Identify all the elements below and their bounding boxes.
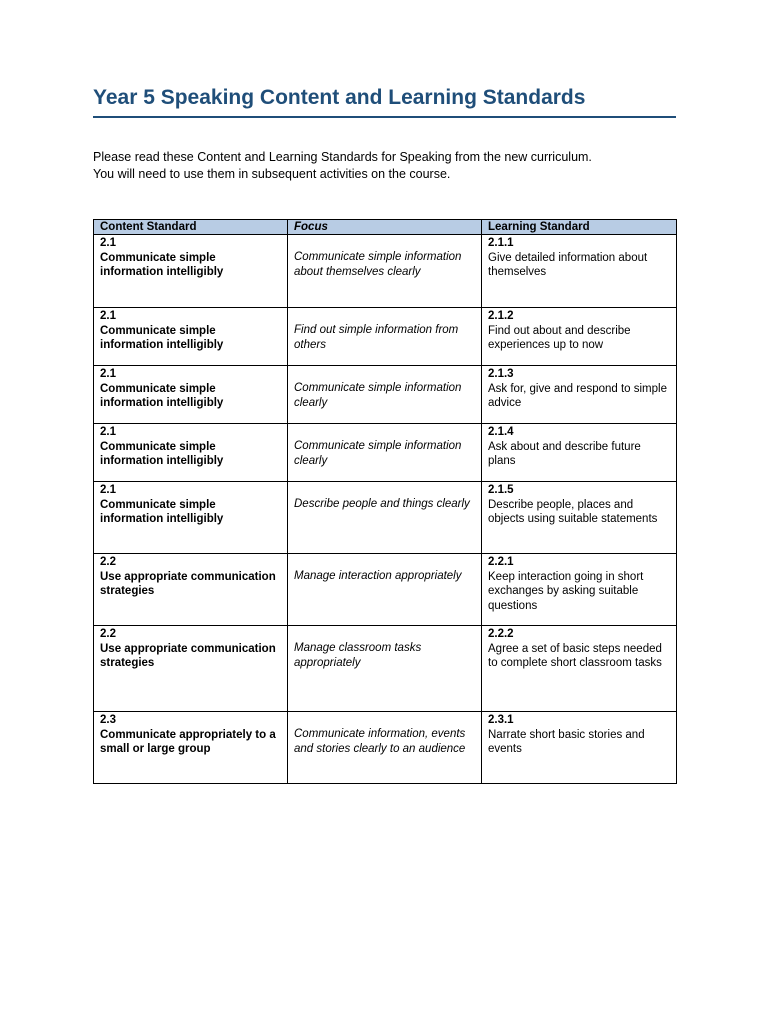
table-row — [94, 366, 677, 424]
content-standard-text: Communicate simple information intelligibly — [100, 498, 224, 525]
content-standard-code: 2.1 — [100, 237, 116, 249]
table-row — [94, 308, 677, 366]
learning-standard-text: Ask about and describe future plans — [488, 440, 641, 467]
header-content-standard: Content Standard — [94, 220, 288, 235]
content-standard-cell — [94, 712, 288, 784]
intro-paragraph — [93, 149, 676, 183]
table-row — [94, 482, 677, 554]
content-standard-code: 2.2 — [100, 628, 116, 640]
learning-standard-cell — [482, 235, 677, 308]
learning-standard-text: Keep interaction going in short exchanges by asking suitable questions — [488, 570, 644, 612]
focus-text: Communicate simple information clearly — [294, 440, 462, 467]
focus-cell — [288, 626, 482, 712]
focus-text: Communicate information, events and stories clearly to an audience — [294, 728, 466, 755]
learning-standard-text: Agree a set of basic steps needed to complete short classroom tasks — [488, 642, 662, 669]
content-standard-code: 2.1 — [100, 368, 116, 380]
learning-standard-code: 2.1.5 — [488, 484, 514, 496]
learning-standard-cell — [482, 366, 677, 424]
focus-cell — [288, 712, 482, 784]
focus-text: Describe people and things clearly — [294, 498, 470, 510]
content-standard-code: 2.3 — [100, 714, 116, 726]
content-standard-cell — [94, 424, 288, 482]
content-standard-code: 2.1 — [100, 310, 116, 322]
table-row — [94, 712, 677, 784]
content-standard-cell — [94, 554, 288, 626]
learning-standard-cell — [482, 482, 677, 554]
content-standard-text: Communicate appropriately to a small or large group — [100, 728, 276, 755]
content-standard-text: Communicate simple information intelligibly — [100, 440, 224, 467]
learning-standard-code: 2.2.2 — [488, 628, 514, 640]
focus-cell — [288, 235, 482, 308]
focus-text: Communicate simple information about themselves clearly — [294, 251, 462, 278]
header-learning-standard: Learning Standard — [482, 220, 677, 235]
learning-standard-text: Give detailed information about themselves — [488, 251, 648, 278]
focus-cell — [288, 366, 482, 424]
page-title: Year 5 Speaking Content and Learning Standards — [93, 86, 586, 109]
focus-text: Communicate simple information clearly — [294, 382, 462, 409]
table-row — [94, 626, 677, 712]
learning-standard-code: 2.1.1 — [488, 237, 514, 249]
learning-standard-text: Describe people, places and objects using suitable statements — [488, 498, 658, 525]
content-standard-cell — [94, 626, 288, 712]
content-standard-cell — [94, 482, 288, 554]
learning-standard-text: Find out about and describe experiences up to now — [488, 324, 631, 351]
header-focus: Focus — [288, 220, 482, 235]
table-row — [94, 235, 677, 308]
learning-standard-cell — [482, 712, 677, 784]
learning-standard-text: Ask for, give and respond to simple advice — [488, 382, 667, 409]
focus-text: Find out simple information from others — [294, 324, 459, 351]
table-row — [94, 424, 677, 482]
content-standard-code: 2.2 — [100, 556, 116, 568]
learning-standard-code: 2.2.1 — [488, 556, 514, 568]
learning-standard-cell — [482, 554, 677, 626]
focus-cell — [288, 424, 482, 482]
learning-standard-code: 2.3.1 — [488, 714, 514, 726]
content-standard-text: Use appropriate communication strategies — [100, 642, 276, 669]
learning-standard-code: 2.1.3 — [488, 368, 514, 380]
learning-standard-cell — [482, 308, 677, 366]
focus-cell — [288, 482, 482, 554]
standards-table — [93, 219, 677, 784]
title-underline — [93, 116, 676, 118]
content-standard-cell — [94, 366, 288, 424]
learning-standard-code: 2.1.4 — [488, 426, 514, 438]
table-header-row — [94, 220, 677, 235]
content-standard-cell — [94, 235, 288, 308]
focus-text: Manage classroom tasks appropriately — [294, 642, 422, 669]
learning-standard-code: 2.1.2 — [488, 310, 514, 322]
learning-standard-text: Narrate short basic stories and events — [488, 728, 645, 755]
content-standard-text: Communicate simple information intelligibly — [100, 324, 224, 351]
content-standard-text: Communicate simple information intelligibly — [100, 251, 224, 278]
learning-standard-cell — [482, 424, 677, 482]
content-standard-code: 2.1 — [100, 426, 116, 438]
learning-standard-cell — [482, 626, 677, 712]
intro-line: Please read these Content and Learning Standards for Speaking from the new curriculum. — [93, 150, 592, 164]
intro-line: You will need to use them in subsequent activities on the course. — [93, 167, 451, 181]
content-standard-code: 2.1 — [100, 484, 116, 496]
content-standard-cell — [94, 308, 288, 366]
focus-text: Manage interaction appropriately — [294, 570, 462, 582]
focus-cell — [288, 308, 482, 366]
table-row — [94, 554, 677, 626]
content-standard-text: Communicate simple information intelligibly — [100, 382, 224, 409]
focus-cell — [288, 554, 482, 626]
content-standard-text: Use appropriate communication strategies — [100, 570, 276, 597]
